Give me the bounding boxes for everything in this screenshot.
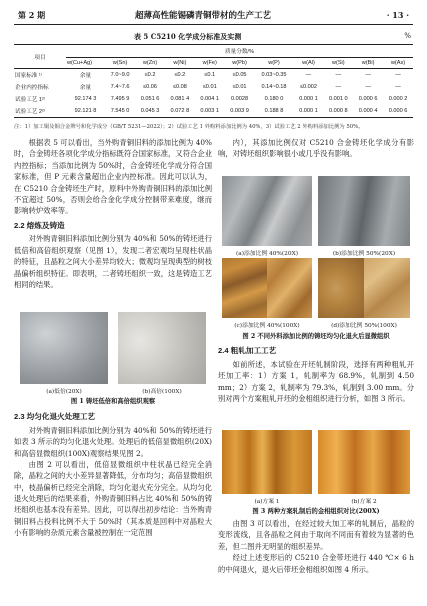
paragraph: 根据表 5 可以看出，当外购青铜旧料的添加比例为 40%时，合金铸坯各项化学成分指标既符合国家标准，又符合企业内控指标；当添加比例为 50%时，合金铸坯化学成分符合国家标准，但 P 元素含量超出企业内控标准。因此可以认为，在 C5210 合金铸坯生产时，原料中外购青铜旧料的添加比例不宜超过 50%，否则会给合金化学成分控制带来难度，继而影响转炉效率等。	[14, 138, 212, 216]
table-cell: 0.000 2	[388, 96, 408, 102]
table-cell: —	[365, 84, 371, 90]
table-cell: 0.0028	[231, 96, 249, 102]
table-cell: ≤0.05	[232, 72, 247, 78]
paragraph: 由图 2 可以看出，低倍显微组织中柱状晶已经完全消除，晶粒之间的大小差异显著降低，分布均匀；高倍显微组织中，枝晶偏析已经完全消除，均匀化退火充分完全。从均匀化退火处理后的结果来看，外购青铜旧料占比 40%和 50%的铸坯组织也基本没有差异。因此，可以得出初步结论：当外购青铜旧料占投料比例不大于 50%时（其本质是回料中对晶粒大小有影响的杂质元素含量被控制在一定范围	[14, 459, 212, 538]
table-cell: 0.14~0.18	[261, 84, 287, 90]
table-cell: 余量	[79, 85, 92, 91]
paragraph: 如前所述，本试验在开坯轧制阶段，选择有两种粗轧开坯加工率：1）方案 1，轧制率为 68.9%，轧制到 4.50 mm；2）方案 2，轧制率为 79.3%，轧制到 3.00 mm。分别对两个方案粗轧开坯的金相组织进行分析，如图 3 所示。	[218, 359, 414, 403]
paragraph: 由图 3 可以看出，在经过较大加工率的轧制后，晶粒的变形流线，且各晶粒之间由于取向不同而有着较为显著的色差，但二图并无明显的组织差异。	[218, 519, 414, 551]
figure-3b-label: (b)方案 2	[351, 499, 377, 505]
table-caption: 表 5 C5210 化学成分标准及实测	[134, 32, 242, 41]
table-cell: —	[335, 84, 342, 90]
table-row	[14, 93, 413, 105]
table-cell: 7.495 9	[110, 96, 130, 102]
table-caption-row	[14, 32, 413, 44]
table-cell: 0.001 0	[328, 96, 348, 102]
table-column-header: w(P)	[254, 58, 293, 69]
table-cell: ≤0.08	[172, 84, 187, 90]
figure-1b-label: (b)高倍(100X)	[142, 389, 182, 395]
figure-2a-photo	[222, 176, 312, 246]
table-cell: 7.0~9.0	[110, 72, 130, 78]
figure-2c-photo-left	[222, 258, 267, 318]
figure-1a-label: (a)低倍(20X)	[46, 389, 82, 395]
table-cell: ≤0.2	[174, 72, 186, 78]
table-column-header: w(As)	[383, 58, 413, 69]
figure-1a-photo	[20, 312, 108, 384]
table-cell: —	[305, 72, 312, 78]
right-column-bottom	[218, 518, 414, 575]
table-note: 注：1）加工铜及铜合金牌号和化学成分（GB/T 5231—2022）；2）试验工艺 1 外购料添加比例为 40%，3）试验工艺 2 外购料添加比例为 50%。	[14, 124, 364, 130]
table-column-header: w(Pb)	[225, 58, 255, 69]
figure-3b-photo	[318, 430, 410, 494]
table-column-header: w(Al)	[294, 58, 324, 69]
table-header-item: 项目	[14, 45, 66, 69]
table-cell: 0.000 6	[383, 105, 413, 118]
paragraph: 内），其添加比例仅对 C5210 合金铸坯化学成分有影响，对铸坯组织影响很小或几乎没有影响。	[218, 138, 414, 159]
table-cell: 7.545 0	[105, 105, 135, 118]
figure-2c-label: (c)添加比例 40%(100X)	[234, 323, 300, 329]
figure-3a-photo	[222, 430, 312, 494]
table-cell: 0.072 8	[165, 105, 195, 118]
table-cell: ≤0.01	[232, 84, 247, 90]
figure-2b-photo	[318, 176, 410, 246]
right-column-top	[218, 137, 414, 160]
table-cell: 0.051 6	[140, 96, 160, 102]
table-cell: 余量	[79, 73, 92, 79]
table-cell: 0.188 8	[254, 105, 293, 118]
row-label: 试验工艺 2²⁾	[14, 105, 66, 118]
figure-2d-label: (d)添加比例 50%(100X)	[331, 323, 397, 329]
table-column-header: w(Cu+Ag)	[66, 58, 105, 69]
table-column-header: w(Si)	[323, 58, 353, 69]
issue-number: 第 2 期	[18, 10, 46, 20]
table-header-row	[14, 45, 413, 58]
figure-2c-photo-right	[267, 258, 312, 318]
table-cell: ≤0.2	[144, 72, 156, 78]
table-column-row	[14, 58, 413, 69]
table-row	[14, 69, 413, 82]
table-cell: 0.000 4	[353, 105, 383, 118]
section-heading: 2.2 熔炼及铸造	[14, 220, 65, 230]
table-cell: 0.081 4	[170, 96, 190, 102]
row-label: 试验工艺 1²⁾	[15, 97, 46, 103]
running-title: 超薄高性能锡磷青铜带材的生产工艺	[135, 11, 272, 21]
right-column-middle	[218, 342, 414, 404]
table-unit: %	[404, 32, 411, 40]
table-cell: —	[395, 72, 401, 78]
table-cell: 0.180 0	[264, 96, 284, 102]
paragraph: 对外购青铜旧料添加比例分别为 40%和 50%的铸坯进行如表 3 所示的均匀化退火处理。处理后的低倍显微组织(20X)和高倍显微组织(100X)观察结果见图 2。	[14, 425, 212, 458]
table-cell: —	[335, 72, 342, 78]
page-number: · 13 ·	[386, 10, 409, 20]
table-cell: ≤0.06	[143, 84, 158, 90]
table-cell: 7.4~7.6	[110, 84, 130, 90]
table-cell: 0.004 1	[200, 96, 220, 102]
table-row	[14, 105, 413, 118]
left-column-bottom	[14, 408, 212, 539]
table-column-header: w(Fe)	[195, 58, 225, 69]
paragraph: 对外购青铜旧料添加比例分别为 40%和 50%的铸坯进行低倍和高倍组织观察（见图 1），发现二者宏观均呈现柱状晶的特征，且晶粒之间大小差异均较大；微观均呈现典型的树枝晶偏析组织特征。即表明，二者铸坯组织一致，这是铸造工艺相同的结果。	[14, 234, 212, 289]
table-column-header: w(Bi)	[353, 58, 383, 69]
figure-2d-photo-right	[364, 258, 410, 318]
figure-2-caption: 图 2 不同外料添加比例的铸坯均匀化退火后显微组织	[242, 333, 390, 340]
composition-table	[14, 44, 413, 118]
table-cell: 0.003 9	[225, 105, 255, 118]
table-cell: ≤0.1	[204, 72, 216, 78]
table-cell: ≤0.01	[202, 84, 217, 90]
figure-2a-label: (a)添加比例 40%(20X)	[236, 251, 298, 257]
header-rule	[14, 24, 413, 25]
table-column-header: w(Zn)	[135, 58, 165, 69]
table-cell: 0.000 1	[294, 105, 324, 118]
section-heading: 2.3 均匀化退火处理工艺	[14, 412, 96, 421]
paragraph: 经过上述变形后的 C5210 合金带坯进行 440 ℃× 6 h 的中间退火，退火后带坯金相组织如图 4 所示。	[218, 553, 414, 574]
table-cell: 0.000 1	[299, 96, 318, 102]
page-header	[0, 0, 427, 26]
left-column-top	[14, 137, 212, 290]
figure-2d-photo-left	[318, 258, 364, 318]
table-row	[14, 81, 413, 93]
table-column-header: w(Sn)	[105, 58, 135, 69]
figure-2b-label: (b)添加比例 50%(20X)	[332, 251, 396, 257]
table-cell: —	[365, 72, 371, 78]
table-cell: 92.174 3	[74, 96, 97, 102]
section-heading: 2.4 粗轧加工工艺	[218, 346, 277, 355]
row-label: 国家标准 ¹⁾	[15, 73, 43, 79]
table-column-header: w(Ni)	[165, 58, 195, 69]
figure-3-caption: 图 3 两种方案轧制后的金相组织对比(200X)	[252, 508, 380, 515]
table-cell: 0.003 1	[195, 105, 225, 118]
row-label: 企业内控指标	[15, 85, 49, 91]
table-cell: 0.03~0.35	[261, 72, 287, 78]
table-group-header: 质量分数/%	[66, 45, 413, 58]
figure-1b-photo	[118, 312, 206, 384]
table-cell: 0.045 3	[135, 105, 165, 118]
figure-3a-label: (a)方案 1	[254, 499, 280, 505]
figure-1-caption: 图 1 铸坯低倍和高倍组织观察	[70, 398, 156, 405]
table-cell: 0.000 8	[323, 105, 353, 118]
table-cell: 92.121 8	[66, 105, 105, 118]
table-cell: ≤0.002	[299, 84, 317, 90]
table-cell: —	[395, 84, 401, 90]
table-cell: 0.000 6	[358, 96, 378, 102]
